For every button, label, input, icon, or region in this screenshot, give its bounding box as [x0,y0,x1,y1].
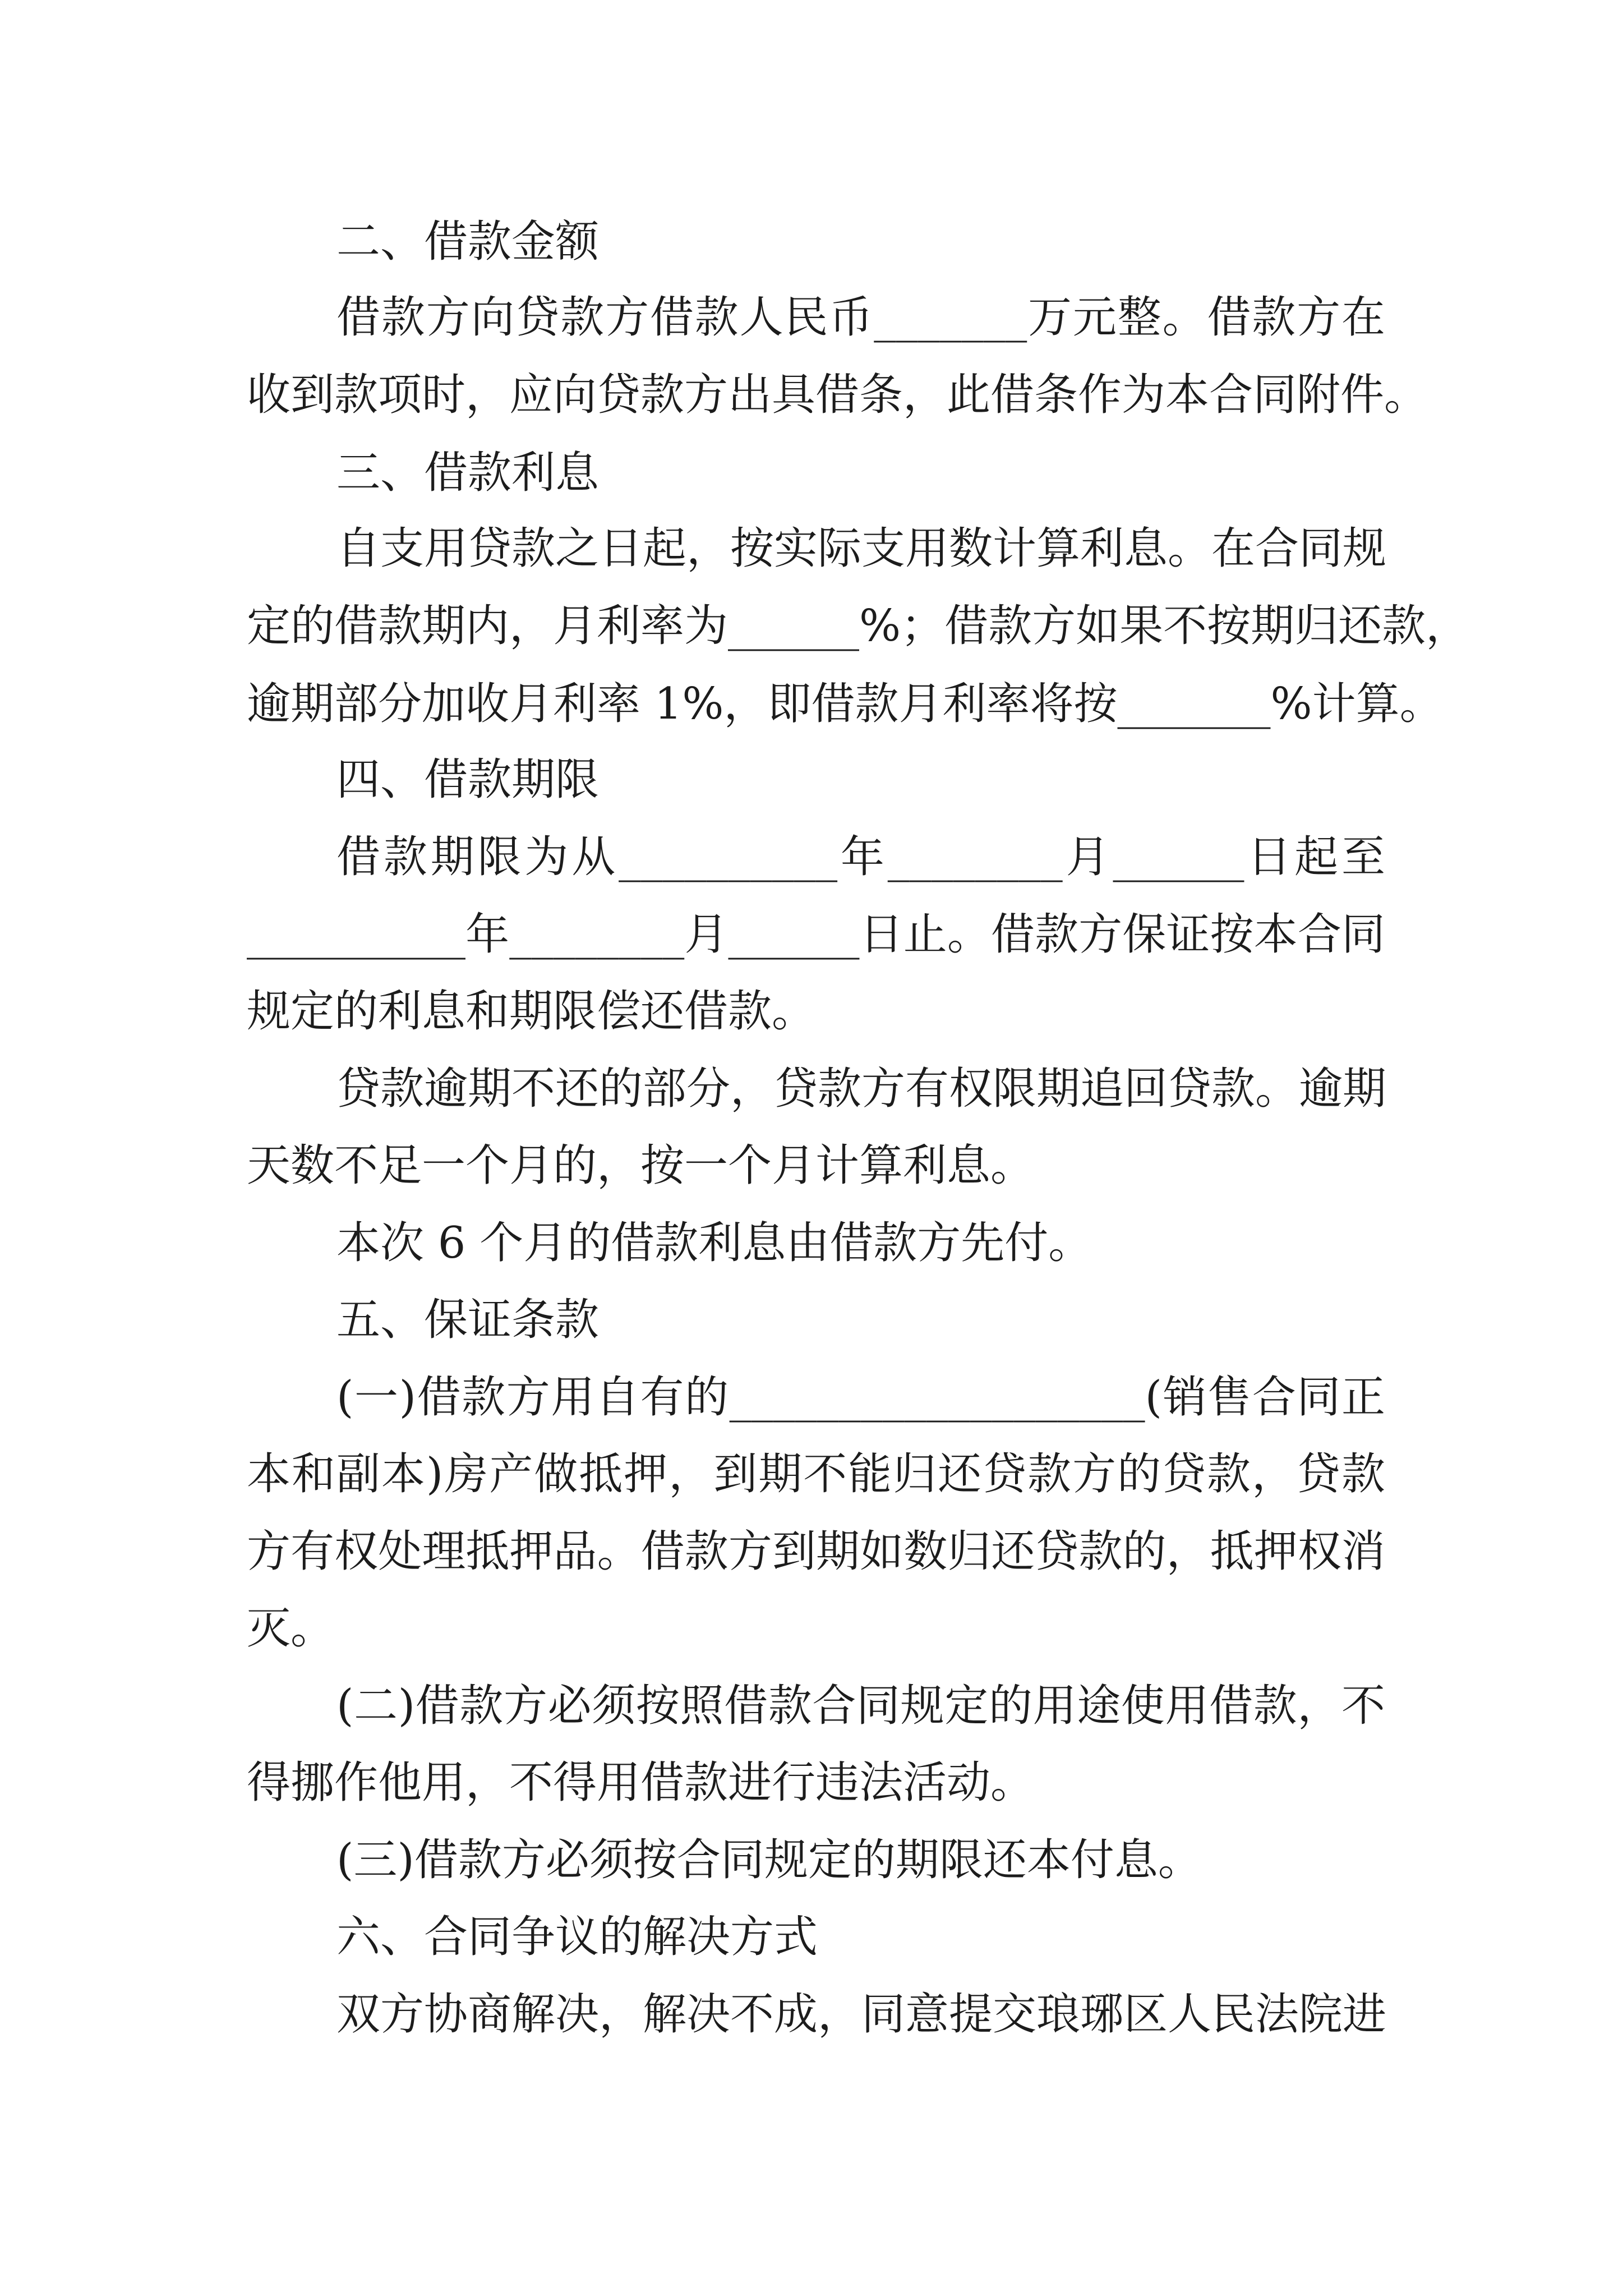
section-heading-loan-term: 四、借款期限 [336,754,600,805]
paragraph-line: 贷款逾期不还的部分，贷款方有权限期追回贷款。逾期 [336,1064,1387,1114]
paragraph-line: 逾期部分加收月利率 1%，即借款月利率将按_______%计算。 [247,679,1444,729]
paragraph-line: (一)借款方用自有的___________________(销售合同正 [336,1372,1385,1423]
paragraph-line: 本次 6 个月的借款利息由借款方先付。 [336,1218,1092,1268]
paragraph-line: 天数不足一个月的，按一个月计算利息。 [247,1140,1035,1191]
paragraph-line: 方有权处理抵押品。借款方到期如数归还贷款的，抵押权消 [247,1526,1385,1577]
section-heading-guarantee: 五、保证条款 [336,1295,600,1345]
section-heading-loan-amount: 二、借款金额 [336,217,600,267]
paragraph-line: 收到款项时，应向贷款方出具借条，此借条作为本合同附件。 [247,370,1428,420]
section-heading-dispute: 六、合同争议的解决方式 [336,1912,818,1962]
paragraph-line: 借款方向贷款方借款人民币_______万元整。借款方在 [336,292,1385,343]
paragraph-line: 定的借款期内，月利率为______%；借款方如果不按期归还款， [247,601,1470,651]
paragraph-line: (三)借款方必须按合同规定的期限还本付息。 [336,1835,1202,1885]
section-heading-loan-interest: 三、借款利息 [336,448,600,498]
paragraph-line: 规定的利息和期限偿还借款。 [247,986,816,1037]
paragraph-line: 自支用贷款之日起，按实际支用数计算利息。在合同规 [336,523,1387,574]
paragraph-line: 借款期限为从__________年________月______日起至 [336,832,1385,882]
paragraph-line: 得挪作他用，不得用借款进行违法活动。 [247,1757,1035,1808]
paragraph-line: 本和副本)房产做抵押，到期不能归还贷款方的贷款，贷款 [247,1449,1385,1499]
paragraph-line: 灭。 [247,1603,335,1654]
paragraph-line: __________年________月______日止。借款方保证按本合同 [247,909,1385,960]
paragraph-line: (二)借款方必须按照借款合同规定的用途使用借款，不 [336,1681,1385,1731]
paragraph-line: 双方协商解决，解决不成，同意提交琅琊区人民法院进 [336,1989,1387,2040]
